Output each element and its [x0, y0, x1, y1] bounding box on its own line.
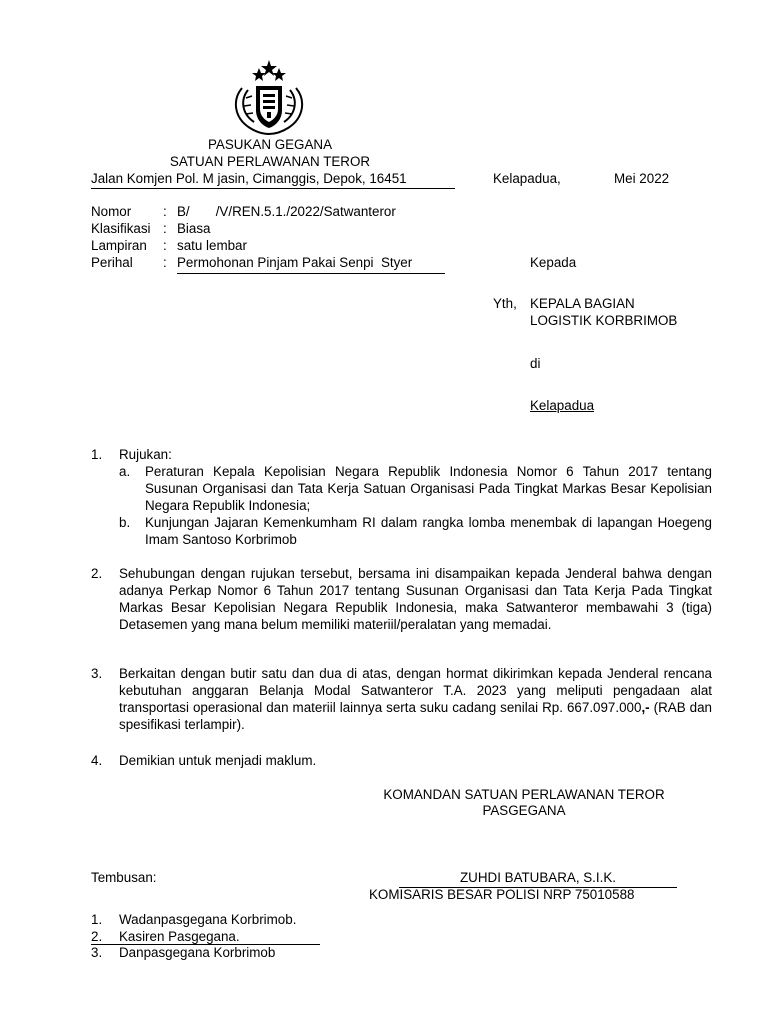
- cc-item-number: 3.: [91, 945, 103, 960]
- item-2-text: Sehubungan dengan rujukan tersebut, bersama ini disampaikan kepada Jenderal bahwa dengan adanya Perkap Nomor 6 Tahun 2017 tentang Susunan Organisasi dan Tata Kerja Pada Tingkat Markas Besar Kepolisian Negara Republik Indonesia, maka Satwanteror membawahi 3 (tiga) Detasemen yang mana belum memiliki materiil/peralatan yang memadai.: [119, 566, 712, 632]
- recipient-yth: Yth,: [493, 296, 517, 311]
- cc-item-number: 1.: [91, 912, 103, 927]
- recipient-di: di: [530, 356, 541, 371]
- police-emblem-icon: [226, 58, 312, 136]
- recipient-kepada: Kepada: [530, 255, 577, 270]
- unit-name-line1: PASUKAN GEGANA: [207, 137, 333, 152]
- unit-name-line2: SATUAN PERLAWANAN TEROR: [169, 154, 371, 169]
- signature-name: ZUHDI BATUBARA, S.I.K.: [399, 869, 677, 888]
- lampiran-label: Lampiran: [91, 238, 147, 253]
- cc-item-text: Wadanpasgegana Korbrimob.: [119, 912, 297, 927]
- unit-address: Jalan Komjen Pol. M jasin, Cimanggis, Depok, 16451: [91, 170, 455, 189]
- cc-item-number: 2.: [91, 929, 103, 944]
- item-3-text: [119, 665, 712, 733]
- item-3-amount-suffix: ,-: [641, 700, 650, 715]
- letter-place: Kelapadua,: [493, 171, 561, 186]
- lampiran-value: satu lembar: [177, 238, 247, 253]
- nomor-label: Nomor: [91, 204, 132, 219]
- item-1a-text: Peraturan Kepala Kepolisian Negara Republik Indonesia Nomor 6 Tahun 2017 tentang Susunan Organisasi dan Tata Kerja Satuan Organisasi Pada Tingkat Markas Besar Kepolisian Negara Republik Indonesia;: [145, 464, 712, 513]
- klasifikasi-separator: :: [163, 221, 167, 236]
- nomor-separator: :: [163, 204, 167, 219]
- recipient-line2: LOGISTIK KORBRIMOB: [530, 313, 678, 328]
- recipient-line1: KEPALA BAGIAN: [530, 296, 635, 311]
- item-2-number: 2.: [91, 566, 103, 581]
- nomor-value: B/ /V/REN.5.1./2022/Satwanteror: [177, 204, 396, 219]
- cc-item-text: Kasiren Pasgegana.: [119, 929, 240, 944]
- item-4-text: Demikian untuk menjadi maklum.: [119, 753, 317, 768]
- item-1b-number: b.: [119, 515, 131, 530]
- item-3-number: 3.: [91, 666, 103, 681]
- cc-label: Tembusan:: [91, 870, 157, 885]
- klasifikasi-label: Klasifikasi: [91, 221, 151, 236]
- signature-title1: KOMANDAN SATUAN PERLAWANAN TEROR: [383, 787, 665, 802]
- signature-rank: KOMISARIS BESAR POLISI NRP 75010588: [369, 887, 635, 902]
- item-3-text-end: (RAB dan spesifikasi terlampir).: [119, 700, 712, 732]
- item-1-title: Rujukan:: [119, 447, 172, 462]
- klasifikasi-value: Biasa: [177, 221, 211, 236]
- perihal-value: Permohonan Pinjam Pakai Senpi Styer: [177, 254, 445, 274]
- item-1-number: 1.: [91, 447, 103, 462]
- perihal-separator: :: [163, 255, 167, 270]
- item-3-text-main: Berkaitan dengan butir satu dan dua di atas, dengan hormat dikirimkan kepada Jenderal rencana kebutuhan anggaran Belanja Modal Satwanteror T.A. 2023 yang meliputi pengadaan alat transportasi operasional dan materiil lainnya serta suku cadang senilai Rp. 667.097.000: [119, 666, 712, 715]
- recipient-place: Kelapadua: [530, 398, 595, 413]
- item-1a-number: a.: [119, 464, 131, 479]
- cc-item-text: Danpasgegana Korbrimob: [119, 945, 276, 960]
- item-1b-text: Kunjungan Jajaran Kemenkumham RI dalam rangka lomba menembak di lapangan Hoegeng Imam Santoso Korbrimob: [145, 515, 712, 547]
- signature-title2: PASGEGANA: [482, 803, 566, 818]
- perihal-label: Perihal: [91, 255, 133, 270]
- lampiran-separator: :: [163, 238, 167, 253]
- letter-date: Mei 2022: [614, 171, 670, 186]
- item-4-number: 4.: [91, 753, 103, 768]
